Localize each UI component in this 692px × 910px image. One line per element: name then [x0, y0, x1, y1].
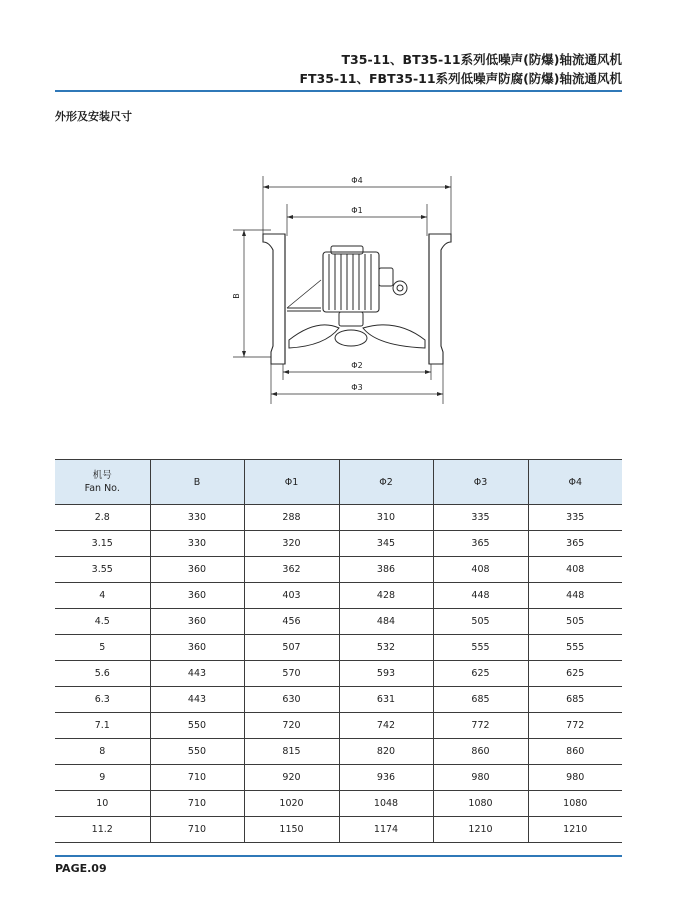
cell-phi2: 1048	[339, 791, 433, 817]
cell-phi1: 815	[244, 739, 339, 765]
dimension-table	[55, 459, 622, 843]
label-phi1: Φ1	[351, 206, 363, 215]
table-row	[55, 661, 622, 687]
cell-phi2: 386	[339, 557, 433, 583]
label-phi3: Φ3	[351, 383, 363, 392]
table-row	[55, 687, 622, 713]
cell-fan-no: 4.5	[55, 609, 150, 635]
cell-phi2: 820	[339, 739, 433, 765]
column-header-phi4: Φ4	[528, 460, 622, 505]
section-title: 外形及安装尺寸	[55, 110, 132, 123]
table-row	[55, 817, 622, 843]
cell-phi4: 1210	[528, 817, 622, 843]
cell-fan-no: 2.8	[55, 505, 150, 531]
cell-phi4: 860	[528, 739, 622, 765]
cell-phi4: 980	[528, 765, 622, 791]
cell-phi2: 593	[339, 661, 433, 687]
cell-phi4: 365	[528, 531, 622, 557]
cell-phi1: 507	[244, 635, 339, 661]
cell-phi1: 570	[244, 661, 339, 687]
cell-b: 360	[150, 557, 244, 583]
cell-phi3: 625	[433, 661, 528, 687]
cell-fan-no: 6.3	[55, 687, 150, 713]
cell-phi2: 428	[339, 583, 433, 609]
cell-fan-no: 5	[55, 635, 150, 661]
cell-phi4: 408	[528, 557, 622, 583]
cell-phi1: 456	[244, 609, 339, 635]
cell-phi3: 335	[433, 505, 528, 531]
header-fan-cn: 机号	[92, 470, 112, 481]
cell-phi3: 685	[433, 687, 528, 713]
cell-fan-no: 5.6	[55, 661, 150, 687]
cell-b: 443	[150, 687, 244, 713]
cell-b: 330	[150, 505, 244, 531]
cell-phi3: 1210	[433, 817, 528, 843]
table-row	[55, 609, 622, 635]
column-header-phi1: Φ1	[244, 460, 339, 505]
cell-phi2: 532	[339, 635, 433, 661]
cell-fan-no: 8	[55, 739, 150, 765]
cell-phi2: 310	[339, 505, 433, 531]
cell-phi4: 505	[528, 609, 622, 635]
cell-b: 550	[150, 713, 244, 739]
column-header-b: B	[150, 460, 244, 505]
cell-phi1: 403	[244, 583, 339, 609]
column-header-fan-no	[55, 460, 150, 505]
fan-outline-drawing	[225, 168, 465, 408]
cell-b: 360	[150, 635, 244, 661]
cell-b: 360	[150, 583, 244, 609]
table-row	[55, 583, 622, 609]
table-row	[55, 557, 622, 583]
cell-phi2: 1174	[339, 817, 433, 843]
cell-phi2: 936	[339, 765, 433, 791]
table-row	[55, 791, 622, 817]
label-b: B	[232, 293, 241, 299]
cell-b: 710	[150, 817, 244, 843]
label-phi4: Φ4	[351, 176, 363, 185]
cell-fan-no: 11.2	[55, 817, 150, 843]
cell-b: 330	[150, 531, 244, 557]
cell-phi3: 772	[433, 713, 528, 739]
cell-b: 710	[150, 791, 244, 817]
cell-phi1: 362	[244, 557, 339, 583]
cell-phi3: 555	[433, 635, 528, 661]
cell-b: 443	[150, 661, 244, 687]
cell-fan-no: 7.1	[55, 713, 150, 739]
cell-phi1: 720	[244, 713, 339, 739]
table-row	[55, 635, 622, 661]
cell-phi3: 860	[433, 739, 528, 765]
cell-phi1: 1020	[244, 791, 339, 817]
column-header-phi2: Φ2	[339, 460, 433, 505]
cell-phi3: 365	[433, 531, 528, 557]
cell-phi4: 335	[528, 505, 622, 531]
table-row	[55, 713, 622, 739]
header-rule	[55, 90, 622, 92]
cell-phi1: 630	[244, 687, 339, 713]
cell-phi2: 345	[339, 531, 433, 557]
cell-phi2: 631	[339, 687, 433, 713]
label-phi2: Φ2	[351, 361, 363, 370]
footer-rule	[55, 855, 622, 857]
cell-phi4: 555	[528, 635, 622, 661]
cell-fan-no: 4	[55, 583, 150, 609]
document-title-line-1: T35-11、BT35-11系列低噪声(防爆)轴流通风机	[341, 52, 622, 67]
cell-phi1: 288	[244, 505, 339, 531]
document-title-line-2: FT35-11、FBT35-11系列低噪声防腐(防爆)轴流通风机	[299, 71, 622, 86]
cell-phi2: 742	[339, 713, 433, 739]
table-row	[55, 739, 622, 765]
table-row	[55, 505, 622, 531]
cell-fan-no: 3.15	[55, 531, 150, 557]
header-fan-en: Fan No.	[84, 483, 120, 494]
cell-phi1: 320	[244, 531, 339, 557]
cell-fan-no: 10	[55, 791, 150, 817]
cell-phi4: 625	[528, 661, 622, 687]
table-header-row	[55, 460, 622, 505]
cell-phi4: 685	[528, 687, 622, 713]
cell-b: 360	[150, 609, 244, 635]
cell-fan-no: 3.55	[55, 557, 150, 583]
cell-phi3: 1080	[433, 791, 528, 817]
cell-phi1: 1150	[244, 817, 339, 843]
cell-phi3: 505	[433, 609, 528, 635]
cell-phi4: 448	[528, 583, 622, 609]
cell-phi1: 920	[244, 765, 339, 791]
cell-phi4: 1080	[528, 791, 622, 817]
table-row	[55, 765, 622, 791]
cell-phi4: 772	[528, 713, 622, 739]
cell-phi3: 408	[433, 557, 528, 583]
cell-phi3: 448	[433, 583, 528, 609]
page-number: PAGE.09	[55, 862, 107, 875]
cell-b: 550	[150, 739, 244, 765]
cell-phi2: 484	[339, 609, 433, 635]
column-header-phi3: Φ3	[433, 460, 528, 505]
cell-b: 710	[150, 765, 244, 791]
table-row	[55, 531, 622, 557]
cell-phi3: 980	[433, 765, 528, 791]
cell-fan-no: 9	[55, 765, 150, 791]
